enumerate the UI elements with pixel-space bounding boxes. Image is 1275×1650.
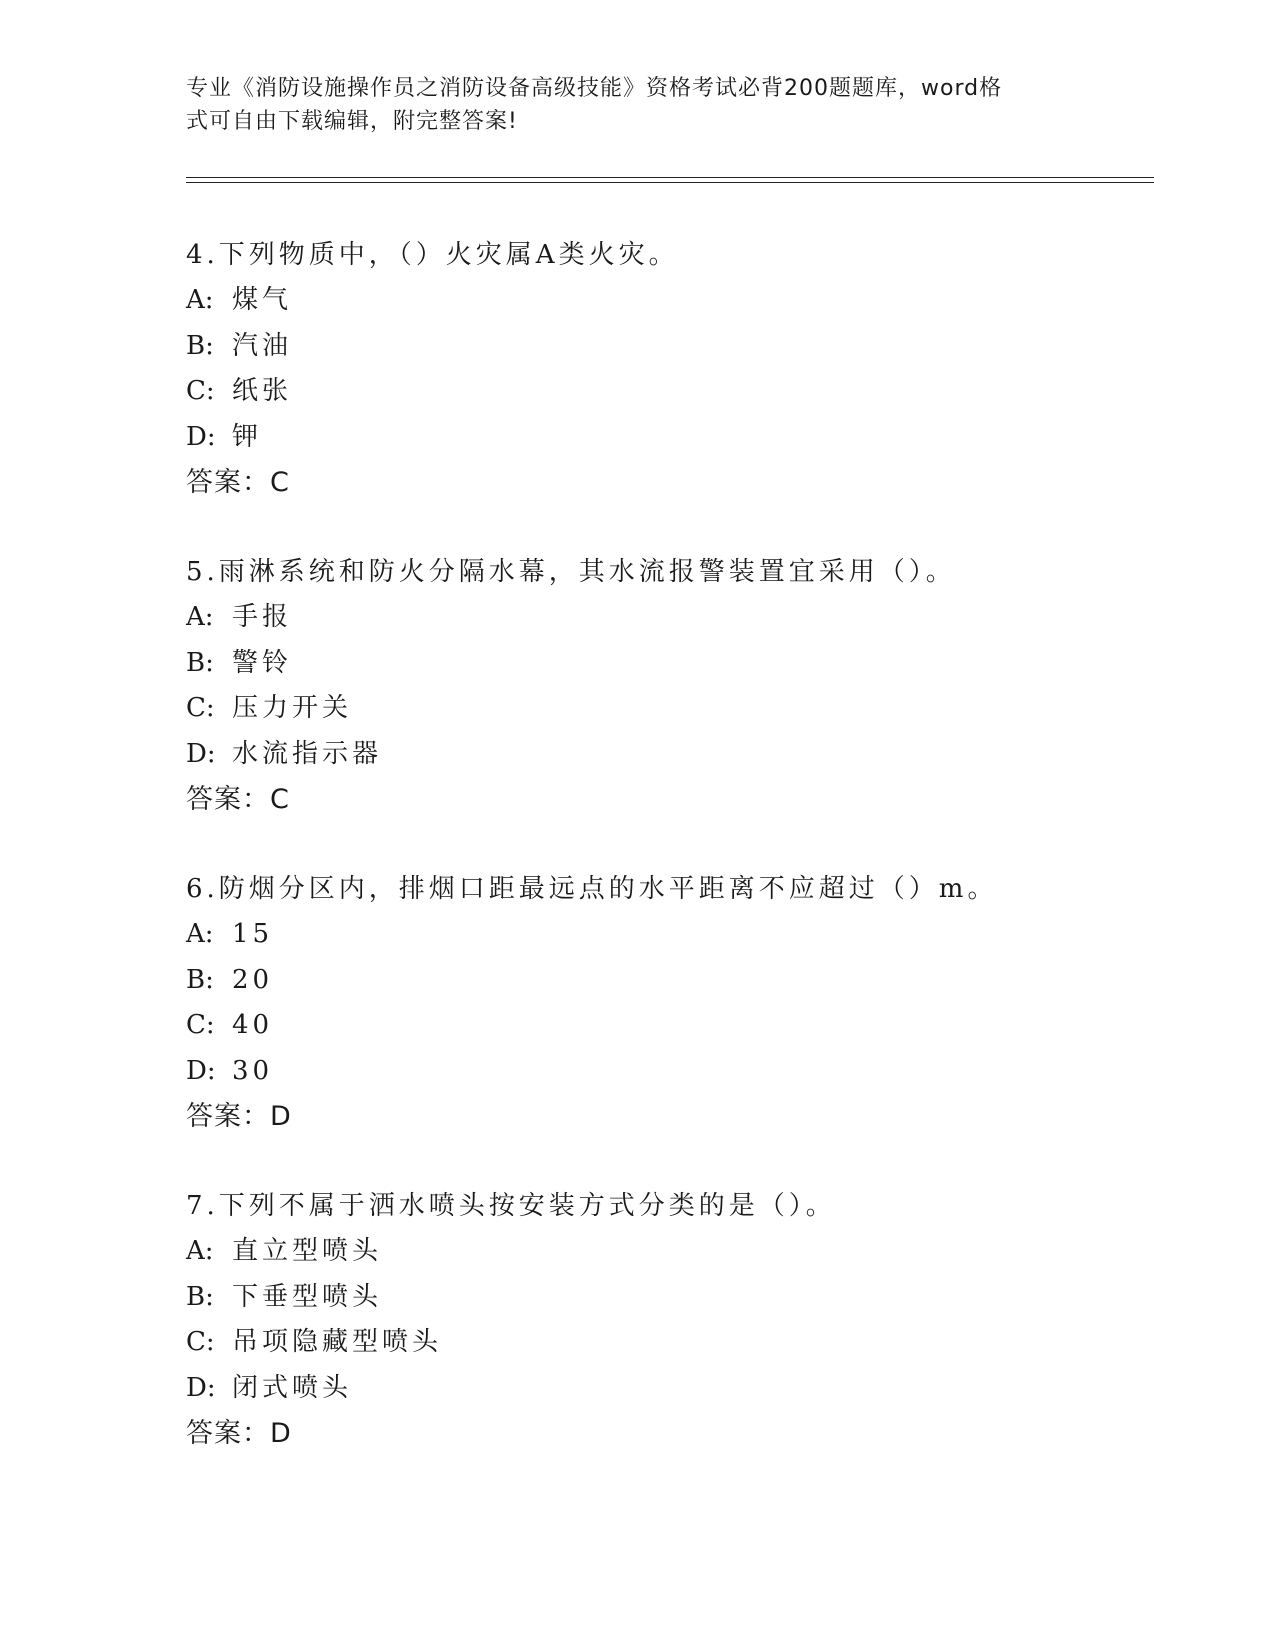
option-c [186, 686, 1186, 732]
option-b [186, 1275, 1186, 1321]
header-divider-bottom [186, 182, 1154, 183]
question-stem: 4.下列物质中，（）火灾属A类火灾。 [186, 240, 679, 270]
question-block [186, 1183, 1186, 1457]
question-block [186, 866, 1186, 1140]
option-a [186, 912, 1186, 958]
answer-line: 答案：D [186, 1101, 292, 1132]
answer-line: 答案：C [186, 784, 290, 815]
option-b [186, 324, 1186, 370]
option-text: 煤气 [232, 285, 293, 315]
option-b [186, 958, 1186, 1004]
question-stem: 6.防烟分区内，排烟口距最远点的水平距离不应超过（）m。 [186, 874, 998, 904]
option-letter: C: [186, 1327, 215, 1357]
header-divider-top [186, 177, 1154, 178]
option-letter: C: [186, 376, 215, 406]
option-text: 闭式喷头 [232, 1372, 353, 1403]
document-header [186, 72, 1066, 138]
option-text: 警铃 [232, 647, 293, 678]
option-letter: A: [186, 919, 214, 949]
option-letter: B: [186, 1281, 214, 1312]
option-text: 纸张 [232, 376, 293, 406]
option-c [186, 1003, 1186, 1049]
option-text: 汽油 [232, 330, 293, 361]
header-line-1: 专业《消防设施操作员之消防设备高级技能》资格考试必背200题题库，word格 [186, 76, 1003, 101]
question-stem: 5.雨淋系统和防火分隔水幕，其水流报警装置宜采用（）。 [186, 557, 956, 587]
option-letter: D: [186, 738, 216, 769]
option-text: 30 [232, 1055, 274, 1086]
option-letter: C: [186, 1010, 215, 1040]
option-text: 手报 [232, 602, 293, 632]
option-letter: A: [186, 1236, 214, 1266]
option-a [186, 595, 1186, 641]
option-a [186, 1229, 1186, 1275]
option-letter: A: [186, 602, 214, 632]
option-letter: D: [186, 1372, 216, 1403]
option-b [186, 641, 1186, 687]
option-d [186, 1049, 1186, 1095]
option-d [186, 415, 1186, 461]
option-text: 40 [232, 1010, 274, 1040]
option-d [186, 732, 1186, 778]
option-a [186, 278, 1186, 324]
option-c [186, 369, 1186, 415]
option-text: 水流指示器 [232, 738, 383, 769]
option-text: 20 [232, 964, 274, 995]
question-block [186, 232, 1186, 506]
option-letter: A: [186, 285, 214, 315]
option-d [186, 1366, 1186, 1412]
header-line-2: 式可自由下载编辑，附完整答案! [186, 109, 518, 134]
option-letter: D: [186, 1055, 216, 1086]
option-text: 压力开关 [232, 693, 353, 723]
option-text: 下垂型喷头 [232, 1281, 383, 1312]
question-block [186, 549, 1186, 823]
option-letter: B: [186, 330, 214, 361]
option-letter: C: [186, 693, 215, 723]
option-text: 直立型喷头 [232, 1236, 383, 1266]
answer-line: 答案：C [186, 467, 290, 498]
answer-line: 答案：D [186, 1418, 292, 1449]
option-letter: B: [186, 647, 214, 678]
option-letter: B: [186, 964, 214, 995]
option-text: 钾 [232, 421, 263, 452]
option-text: 15 [232, 919, 274, 949]
option-text: 吊项隐藏型喷头 [232, 1327, 443, 1357]
option-letter: D: [186, 421, 216, 452]
question-stem: 7.下列不属于洒水喷头按安装方式分类的是（）。 [186, 1191, 836, 1221]
option-c [186, 1320, 1186, 1366]
